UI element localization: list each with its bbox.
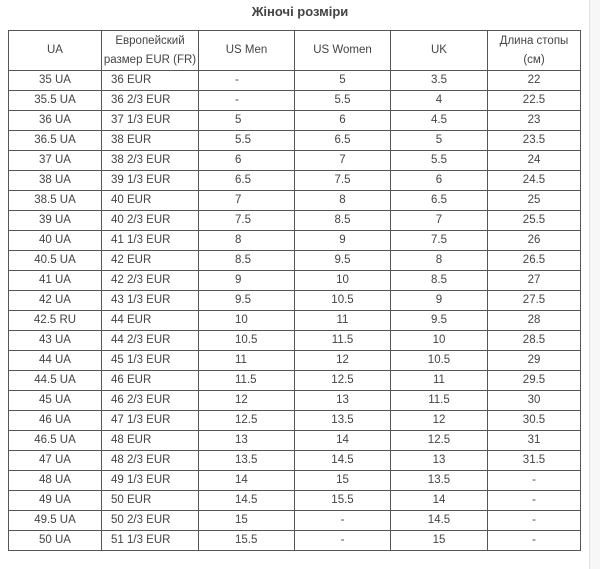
cell-ua: 39 UA	[9, 211, 102, 231]
cell-eur: 43 1/3 EUR	[102, 291, 199, 311]
cell-eur: 46 EUR	[102, 371, 199, 391]
cell-foot-length: 26.5	[488, 251, 581, 271]
header-foot-line1: Длина стопы	[499, 34, 569, 47]
header-uk: UK	[391, 31, 488, 71]
table-row	[9, 471, 581, 491]
cell-us-men: 12.5	[199, 411, 295, 431]
table-row	[9, 491, 581, 511]
page-title: Жіночі розміри	[251, 4, 349, 19]
table-row	[9, 91, 581, 111]
cell-us-men: 14	[199, 471, 295, 491]
table-row	[9, 151, 581, 171]
cell-foot-length: 24.5	[488, 171, 581, 191]
cell-foot-length: 31.5	[488, 451, 581, 471]
cell-us-women: 10	[295, 271, 391, 291]
cell-eur: 37 1/3 EUR	[102, 111, 199, 131]
cell-us-men: -	[199, 71, 295, 91]
cell-ua: 43 UA	[9, 331, 102, 351]
cell-ua: 35.5 UA	[9, 91, 102, 111]
header-us-men: US Men	[199, 31, 295, 71]
cell-uk: 13	[391, 451, 488, 471]
cell-uk: 11	[391, 371, 488, 391]
cell-foot-length: 28	[488, 311, 581, 331]
cell-foot-length: -	[488, 511, 581, 531]
table-row	[9, 351, 581, 371]
page-scroll-edge	[589, 0, 600, 569]
cell-foot-length: 25	[488, 191, 581, 211]
cell-us-women: 13	[295, 391, 391, 411]
cell-ua: 49 UA	[9, 491, 102, 511]
header-ua: UA	[9, 31, 102, 71]
table-row	[9, 291, 581, 311]
header-eur	[102, 31, 199, 71]
cell-eur: 50 2/3 EUR	[102, 511, 199, 531]
cell-uk: 4	[391, 91, 488, 111]
cell-us-men: 10.5	[199, 331, 295, 351]
cell-us-men: 5	[199, 111, 295, 131]
cell-us-women: 13.5	[295, 411, 391, 431]
cell-eur: 45 1/3 EUR	[102, 351, 199, 371]
cell-eur: 50 EUR	[102, 491, 199, 511]
cell-eur: 36 2/3 EUR	[102, 91, 199, 111]
cell-eur: 51 1/3 EUR	[102, 531, 199, 551]
cell-uk: 9	[391, 291, 488, 311]
cell-eur: 47 1/3 EUR	[102, 411, 199, 431]
table-row	[9, 111, 581, 131]
table-body	[9, 71, 581, 551]
table-row	[9, 71, 581, 91]
cell-us-men: 7.5	[199, 211, 295, 231]
cell-us-women: 10.5	[295, 291, 391, 311]
cell-us-men: 12	[199, 391, 295, 411]
cell-foot-length: 28.5	[488, 331, 581, 351]
cell-eur: 39 1/3 EUR	[102, 171, 199, 191]
cell-eur: 44 2/3 EUR	[102, 331, 199, 351]
header-foot-line2: (см)	[523, 53, 545, 66]
cell-us-women: 9	[295, 231, 391, 251]
size-chart-table	[8, 30, 581, 551]
header-us-women: US Women	[295, 31, 391, 71]
cell-us-women: 7	[295, 151, 391, 171]
cell-us-men: 11	[199, 351, 295, 371]
table-header	[9, 31, 581, 71]
cell-ua: 36 UA	[9, 111, 102, 131]
cell-us-men: 15	[199, 511, 295, 531]
header-eur-line2: размер EUR (FR)	[103, 53, 197, 66]
cell-eur: 40 EUR	[102, 191, 199, 211]
cell-uk: 7.5	[391, 231, 488, 251]
cell-ua: 47 UA	[9, 451, 102, 471]
cell-foot-length: -	[488, 531, 581, 551]
table-row	[9, 171, 581, 191]
table-row	[9, 131, 581, 151]
cell-foot-length: 29	[488, 351, 581, 371]
cell-eur: 40 2/3 EUR	[102, 211, 199, 231]
cell-eur: 38 EUR	[102, 131, 199, 151]
cell-us-men: 9.5	[199, 291, 295, 311]
cell-ua: 38.5 UA	[9, 191, 102, 211]
cell-us-women: 15	[295, 471, 391, 491]
cell-foot-length: -	[488, 491, 581, 511]
cell-us-women: 15.5	[295, 491, 391, 511]
cell-uk: 4.5	[391, 111, 488, 131]
cell-us-men: 7	[199, 191, 295, 211]
cell-ua: 40.5 UA	[9, 251, 102, 271]
table-row	[9, 531, 581, 551]
cell-us-men: 13.5	[199, 451, 295, 471]
cell-us-men: 10	[199, 311, 295, 331]
cell-uk: 3.5	[391, 71, 488, 91]
cell-ua: 46 UA	[9, 411, 102, 431]
cell-uk: 6.5	[391, 191, 488, 211]
cell-foot-length: 26	[488, 231, 581, 251]
cell-uk: 15	[391, 531, 488, 551]
cell-eur: 38 2/3 EUR	[102, 151, 199, 171]
cell-us-women: 11.5	[295, 331, 391, 351]
cell-ua: 48 UA	[9, 471, 102, 491]
table-row	[9, 371, 581, 391]
table-row	[9, 311, 581, 331]
cell-foot-length: 24	[488, 151, 581, 171]
cell-us-women: 9.5	[295, 251, 391, 271]
cell-us-men: 9	[199, 271, 295, 291]
cell-uk: 10.5	[391, 351, 488, 371]
cell-uk: 5.5	[391, 151, 488, 171]
cell-eur: 49 1/3 EUR	[102, 471, 199, 491]
cell-uk: 14	[391, 491, 488, 511]
cell-us-men: 11.5	[199, 371, 295, 391]
cell-eur: 46 2/3 EUR	[102, 391, 199, 411]
cell-us-women: 8.5	[295, 211, 391, 231]
cell-ua: 41 UA	[9, 271, 102, 291]
cell-ua: 44 UA	[9, 351, 102, 371]
cell-us-men: 14.5	[199, 491, 295, 511]
cell-eur: 41 1/3 EUR	[102, 231, 199, 251]
cell-eur: 48 EUR	[102, 431, 199, 451]
cell-us-women: -	[295, 531, 391, 551]
cell-us-men: 8	[199, 231, 295, 251]
header-row	[9, 31, 581, 71]
cell-ua: 44.5 UA	[9, 371, 102, 391]
cell-foot-length: 29.5	[488, 371, 581, 391]
cell-ua: 35 UA	[9, 71, 102, 91]
table-row	[9, 211, 581, 231]
cell-foot-length: 27.5	[488, 291, 581, 311]
table-row	[9, 271, 581, 291]
cell-us-men: 6	[199, 151, 295, 171]
cell-foot-length: 22	[488, 71, 581, 91]
table-row	[9, 231, 581, 251]
cell-foot-length: 27	[488, 271, 581, 291]
cell-foot-length: 22.5	[488, 91, 581, 111]
table-row	[9, 431, 581, 451]
cell-ua: 42 UA	[9, 291, 102, 311]
cell-us-men: 5.5	[199, 131, 295, 151]
cell-ua: 45 UA	[9, 391, 102, 411]
cell-ua: 36.5 UA	[9, 131, 102, 151]
cell-foot-length: 30	[488, 391, 581, 411]
cell-us-women: 11	[295, 311, 391, 331]
table-row	[9, 191, 581, 211]
cell-eur: 48 2/3 EUR	[102, 451, 199, 471]
cell-eur: 44 EUR	[102, 311, 199, 331]
cell-uk: 10	[391, 331, 488, 351]
cell-us-women: 14.5	[295, 451, 391, 471]
cell-us-women: -	[295, 511, 391, 531]
cell-us-women: 6.5	[295, 131, 391, 151]
cell-us-men: 13	[199, 431, 295, 451]
cell-us-men: 8.5	[199, 251, 295, 271]
cell-foot-length: 31	[488, 431, 581, 451]
cell-ua: 38 UA	[9, 171, 102, 191]
cell-us-women: 12	[295, 351, 391, 371]
table-row	[9, 451, 581, 471]
cell-uk: 7	[391, 211, 488, 231]
cell-us-women: 14	[295, 431, 391, 451]
cell-us-women: 5	[295, 71, 391, 91]
cell-uk: 12.5	[391, 431, 488, 451]
table-row	[9, 331, 581, 351]
cell-foot-length: 30.5	[488, 411, 581, 431]
cell-ua: 42.5 RU	[9, 311, 102, 331]
table-row	[9, 391, 581, 411]
cell-us-men: 15.5	[199, 531, 295, 551]
cell-ua: 49.5 UA	[9, 511, 102, 531]
table-row	[9, 411, 581, 431]
cell-us-women: 12.5	[295, 371, 391, 391]
cell-uk: 8.5	[391, 271, 488, 291]
cell-uk: 11.5	[391, 391, 488, 411]
cell-us-men: -	[199, 91, 295, 111]
cell-us-women: 8	[295, 191, 391, 211]
cell-us-women: 7.5	[295, 171, 391, 191]
cell-ua: 40 UA	[9, 231, 102, 251]
cell-foot-length: 23.5	[488, 131, 581, 151]
cell-foot-length: -	[488, 471, 581, 491]
cell-eur: 36 EUR	[102, 71, 199, 91]
cell-foot-length: 25.5	[488, 211, 581, 231]
cell-uk: 5	[391, 131, 488, 151]
cell-ua: 50 UA	[9, 531, 102, 551]
header-eur-line1: Европейский	[115, 34, 185, 47]
cell-us-women: 5.5	[295, 91, 391, 111]
cell-us-men: 6.5	[199, 171, 295, 191]
cell-us-women: 6	[295, 111, 391, 131]
cell-ua: 37 UA	[9, 151, 102, 171]
cell-uk: 8	[391, 251, 488, 271]
cell-uk: 6	[391, 171, 488, 191]
cell-eur: 42 2/3 EUR	[102, 271, 199, 291]
header-foot-length	[488, 31, 581, 71]
table-row	[9, 511, 581, 531]
table-row	[9, 251, 581, 271]
cell-uk: 12	[391, 411, 488, 431]
cell-foot-length: 23	[488, 111, 581, 131]
cell-eur: 42 EUR	[102, 251, 199, 271]
cell-uk: 13.5	[391, 471, 488, 491]
cell-uk: 9.5	[391, 311, 488, 331]
cell-uk: 14.5	[391, 511, 488, 531]
cell-ua: 46.5 UA	[9, 431, 102, 451]
